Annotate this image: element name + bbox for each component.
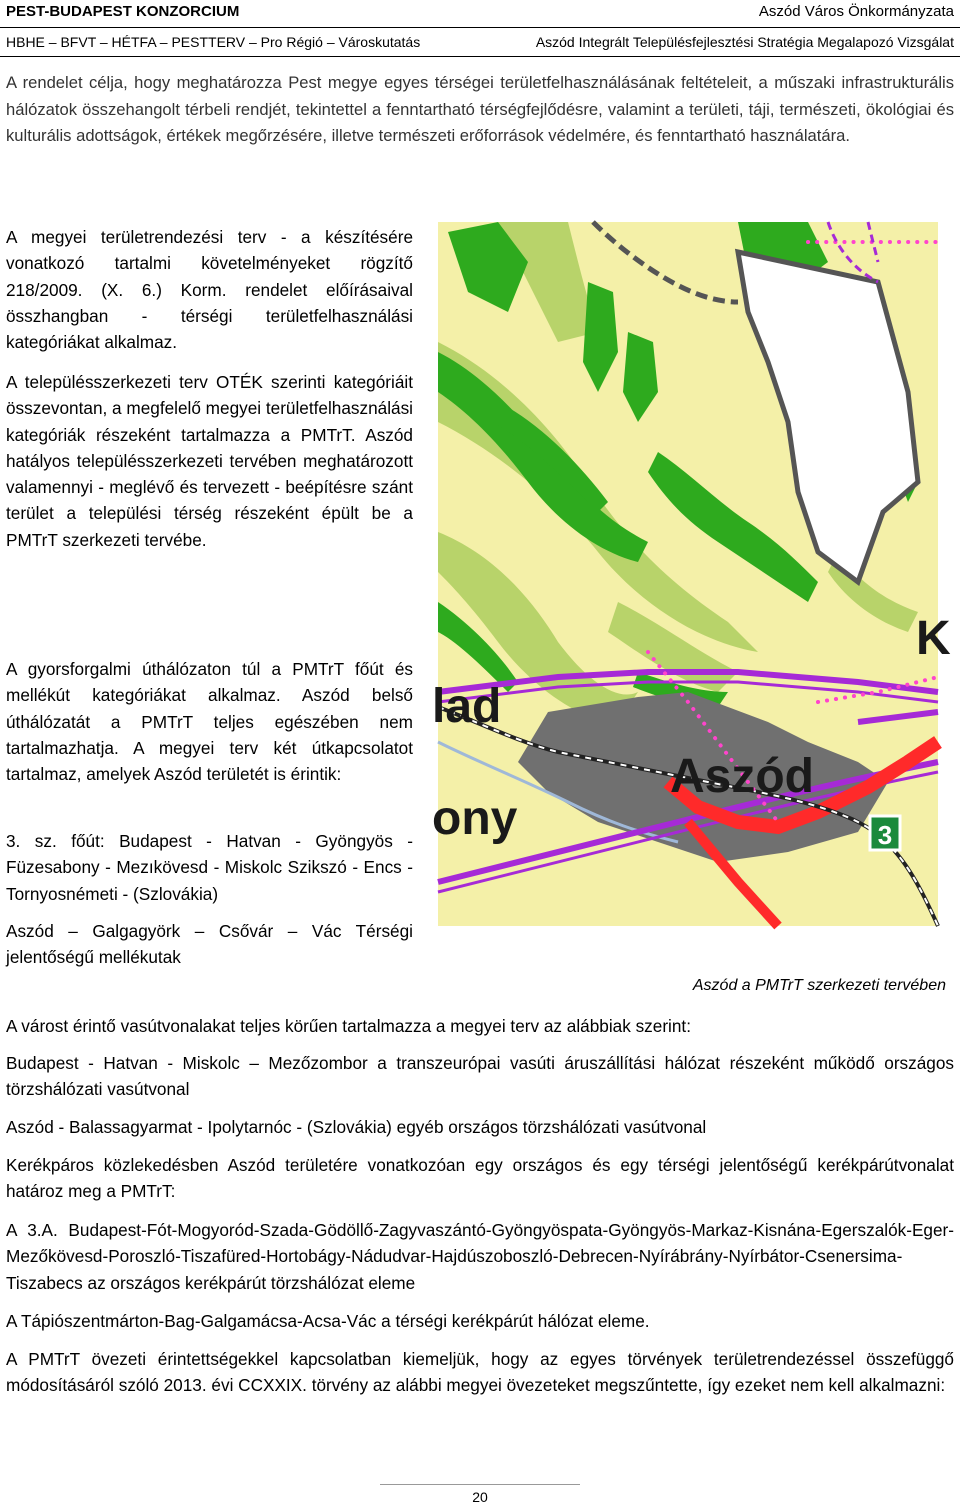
zones-paragraph: A PMTrT övezeti érintettségekkel kapcsolatban kiemeljük, hogy az egyes törvények területrendezéssel összefüggő módosításáról szóló 2013. évi CCXXIX. törvény az alábbi megyei övezeteket megszűntette, így ezeket nem kell alkalmazni:	[6, 1349, 954, 1396]
bike-route-regional-paragraph: A Tápiószentmárton-Bag-Galgamácsa-Acsa-Vác a térségi kerékpárút hálózat eleme.	[6, 1311, 650, 1331]
left-paragraph-1: A megyei területrendezési terv - a készítésére vonatkozó tartalmi követelményeket rögzítő 218/2009. (X. 6.) Korm. rendelet előírásaival összhangban - térségi területfelhasználási kategóriákat alkalmaz.	[6, 227, 413, 353]
map-drawing	[432, 222, 951, 926]
map-label-left-bottom: ony	[432, 792, 518, 845]
header-document-title: Aszód Integrált Településfejlesztési Stratégia Megalapozó Vizsgálat	[535, 34, 954, 50]
footer-divider	[380, 1484, 580, 1485]
map-label-left-top: lad	[432, 680, 502, 733]
rail-intro-paragraph: A várost érintő vasútvonalakat teljes körűen tartalmazza a megyei terv az alábbiak szerint:	[6, 1016, 691, 1036]
left-paragraph-5: Aszód – Galgagyörk – Csővár – Vác Térségi jelentőségű mellékutak	[6, 921, 413, 968]
map-caption: Aszód a PMTrT szerkezeti tervében	[692, 977, 946, 994]
pmtrt-map	[432, 222, 951, 926]
page-number: 20	[472, 1489, 488, 1505]
intro-paragraph: A rendelet célja, hogy meghatározza Pest megye egyes térségei területfelhasználásának feltételeit, a műszaki infrastrukturális hálózatok összehangolt térbeli rendjét, tekintettel a fenntartható térségfejlődésre, valamint a területi, táji, természeti, ökológiai és kulturális adottságok, értékek megőrzésére, illetve természeti erőforrások védelmére, és fenntartható használatára.	[6, 73, 954, 145]
header-divider-top	[0, 27, 960, 28]
header-consortium: PEST-BUDAPEST KONZORCIUM	[6, 3, 240, 20]
left-paragraph-2: A településszerkezeti terv OTÉK szerinti kategóriáit összevontan, a megfelelő megyei területfelhasználási kategóriák részeként tartalmazza a PMTrT. Aszód hatályos településszerkezeti tervében meghatározott valamennyi - meglévő és tervezett - beépítésre szánt terület a települési térség részeként épült be a PMTrT szerkezeti tervébe.	[6, 372, 414, 550]
bike-intro-paragraph: Kerékpáros közlekedésben Aszód területére vonatkozóan egy országos és egy térségi jelentőségű kerékpárútvonalat határoz meg a PMTrT:	[6, 1155, 954, 1202]
left-paragraph-3: A gyorsforgalmi úthálózaton túl a PMTrT főút és mellékút kategóriákat alkalmaz. Aszód belső úthálózatát a PMTrT teljes egészében nem tartalmazhatja. A megyei terv két útkapcsolatot tartalmaz, amelyek Aszód területét is érintik:	[6, 659, 413, 785]
map-label-town: Aszód	[670, 750, 814, 803]
road-number-label: 3	[877, 820, 893, 850]
bike-route-national-paragraph: A 3.A. Budapest-Fót-Mogyoród-Szada-Gödöllő-Zagyvaszántó-Gyöngyöspata-Gyöngyös-Markaz-Kisnána-Egerszalók-Eger-Mezőkövesd-Poroszló-Tiszafüred-Hortobágy-Nádudvar-Hajdúszoboszló-Debrecen-Nyírábrány-Nyírbátor-Csenersima-Tiszabecs az országos kerékpárút törzshálózat eleme	[6, 1220, 954, 1293]
header-municipality: Aszód Város Önkormányzata	[758, 3, 954, 20]
rail-line-2-paragraph: Aszód - Balassagyarmat - Ipolytarnóc - (Szlovákia) egyéb országos törzshálózati vasútvonal	[6, 1117, 707, 1137]
header-divider-bottom	[0, 56, 960, 57]
left-paragraph-4: 3. sz. főút: Budapest - Hatvan - Gyöngyös - Füzesabony - Mezıkövesd - Miskolc Szikszó - Encs - Tornyosnémeti - (Szlovákia)	[6, 831, 413, 904]
header-partners: HBHE – BFVT – HÉTFA – PESTTERV – Pro Régió – Városkutatás	[6, 34, 421, 50]
map-label-right: K	[916, 612, 951, 665]
rail-line-1-paragraph: Budapest - Hatvan - Miskolc – Mezőzombor a transzeurópai vasúti áruszállítási hálózat részeként működő országos törzshálózati vasútvonal	[6, 1053, 954, 1100]
